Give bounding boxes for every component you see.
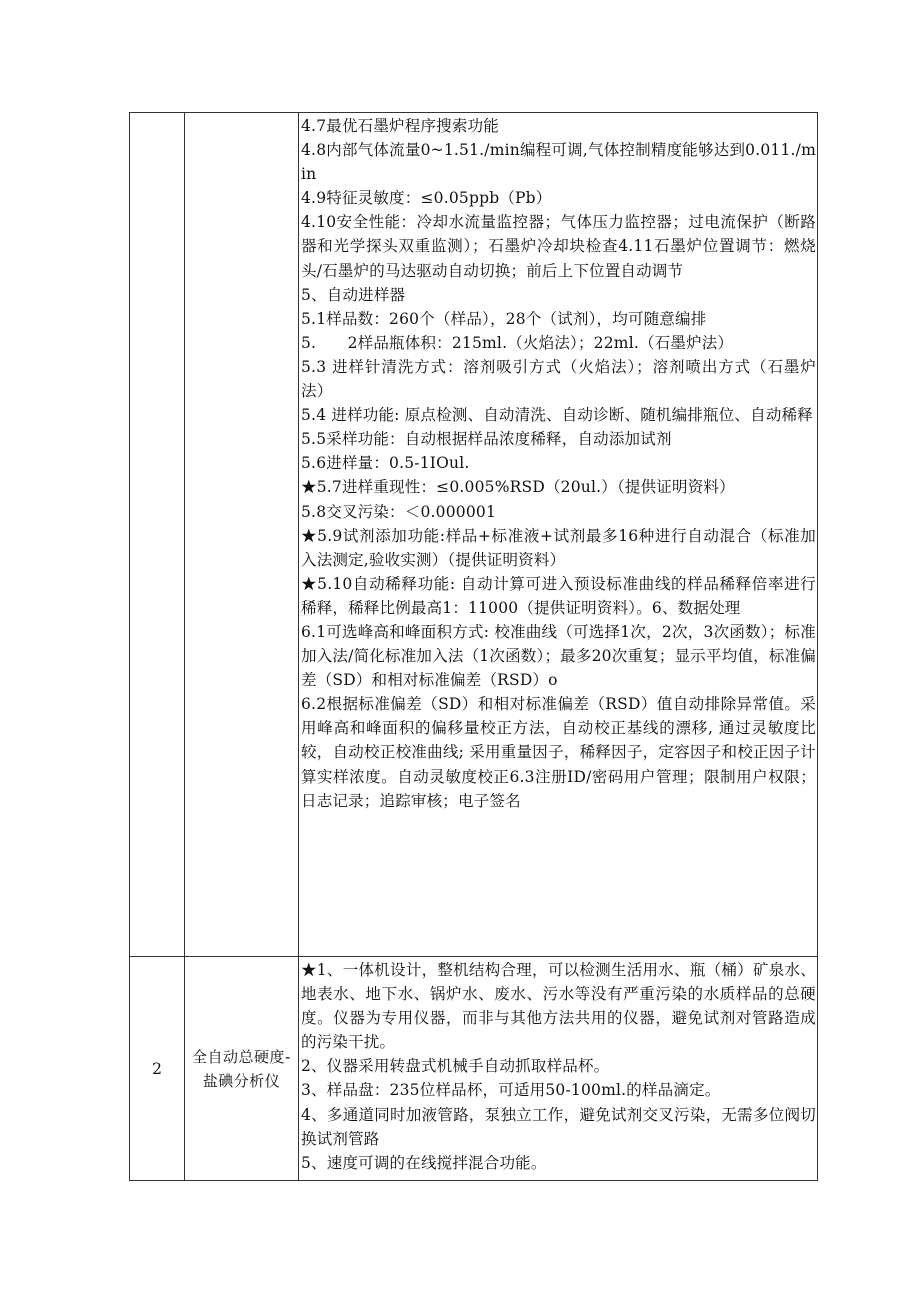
spec-cell: [299, 113, 818, 957]
spec-line: 5.3 进样针清洗方式：溶剂吸引方式（火焰法）；溶剂喷出方式（石墨炉法）: [301, 357, 816, 401]
spec-line: 6.2根据标准偏差（SD）和相对标准偏差（RSD）值自动排除异常值。采用峰高和峰面积的偏移量校正方法，自动校正基线的漂移, 通过灵敏度比较，自动校正校准曲线; 采用重量因子，稀释因子，定容因子和校正因子计算实样浓度。自动灵敏度校正6.3注册ID/密码用户管理；限制用户权限；日志记录；追踪审核；电子签名: [301, 695, 816, 810]
spec-line: 4、多通道同时加液管路，泵独立工作，避免试剂交叉污染，无需多位阀切换试剂管路: [301, 1105, 816, 1148]
table-row: [130, 957, 818, 1181]
spec-line: 5、自动进样器: [301, 285, 406, 304]
spec-line: 4.7最优石墨炉程序搜索功能: [301, 117, 499, 135]
spec-line: ★1、一体机设计，整机结构合理，可以检测生活用水、瓶（桶）矿泉水、地表水、地下水、锅炉水、废水、污水等没有严重污染的水质样品的总硬度。仪器为专用仪器，而非与其他方法共用的仪器，避免试剂对管路造成的污染干扰。: [301, 961, 816, 1052]
spec-line: 4.9特征灵敏度：≤0.05ppb（Pb）: [301, 189, 552, 208]
spec-line: 4.8内部气体流量0~1.51./min编程可调,气体控制精度能够达到0.011./min: [301, 141, 816, 184]
spec-line: 4.10安全性能：冷却水流量监控器；气体压力监控器；过电流保护（断路器和光学探头双重监测）；石墨炉冷却块检查4.11石墨炉位置调节：燃烧头/石墨炉的马达驱动自动切换；前后上下位置自动调节: [301, 213, 816, 280]
item-name-cell: [185, 113, 299, 957]
spec-line: ★5.7进样重现性：≤0.005%RSD（20ul.）（提供证明资料）: [301, 478, 735, 497]
spec-line: 2、仪器采用转盘式机械手自动抓取样品杯。: [301, 1057, 610, 1076]
spec-line: ★5.10自动稀释功能: 自动计算可进入预设标准曲线的样品稀释倍率进行稀释，稀释比例最高1：11000（提供证明资料）。6、数据处理: [301, 574, 816, 617]
spec-line: 3、样品盘：235位样品杯，可适用50-100ml.的样品滴定。: [301, 1081, 721, 1100]
spec-line: 5.4 进样功能: 原点检测、自动清洗、自动诊断、随机编排瓶位、自动稀释: [301, 406, 813, 425]
spec-line: 5.8交叉污染：＜0.000001: [301, 502, 497, 521]
specification-table: [129, 112, 818, 1181]
spec-line: 5.1样品数：260个（样品），28个（试剂），均可随意编排: [301, 309, 707, 328]
spec-line: 5. 2样品瓶体积：215ml.（火焰法）；22ml.（石墨炉法）: [301, 333, 734, 352]
spec-line: 6.1可选峰高和峰面积方式: 校准曲线（可选择1次，2次，3次函数）；标准加入法/简化标准加入法（1次函数）；最多20次重复；显示平均值，标准偏差（SD）和相对标准偏差（RSD）o: [301, 622, 816, 690]
item-name-cell: 全自动总硬度-盐碘分析仪: [185, 957, 299, 1181]
item-number-cell: 2: [130, 957, 185, 1181]
spec-cell: [299, 957, 818, 1181]
spec-line: 5.6进样量：0.5-1IOul.: [301, 454, 470, 473]
table-row: [130, 113, 818, 957]
spec-line: ★5.9试剂添加功能:样品+标准液+试剂最多16种进行自动混合（标准加入法测定,验收实测）（提供证明资料）: [301, 526, 816, 569]
item-number-cell: [130, 113, 185, 957]
spec-line: 5.5采样功能：自动根据样品浓度稀释，自动添加试剂: [301, 430, 672, 449]
spec-line: 5、速度可调的在线搅拌混合功能。: [301, 1153, 547, 1172]
